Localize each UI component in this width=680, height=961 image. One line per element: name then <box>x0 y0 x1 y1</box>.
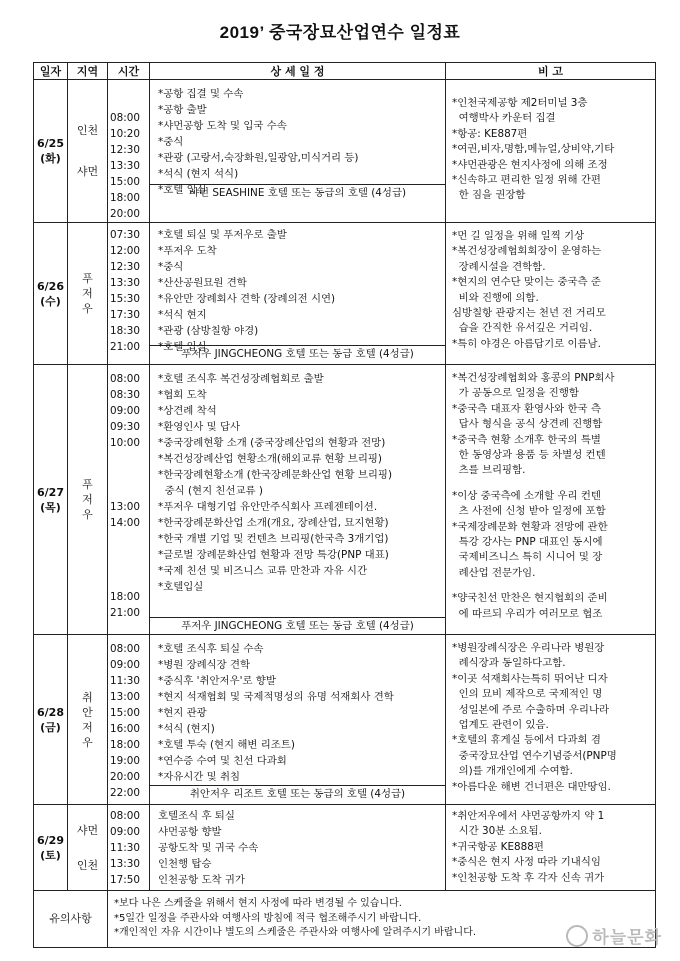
list-item: 례산업 전문가임. <box>452 566 536 579</box>
list-item: *보다 나은 스케줄을 위해서 현지 사정에 따라 변경될 수 있습니다. <box>114 898 402 909</box>
list-item: *연수증 수여 및 친선 다과회 <box>158 755 287 767</box>
list-item: *호텔 입실 <box>158 341 207 353</box>
details-cell <box>150 805 446 891</box>
watermark-logo-icon <box>566 925 588 947</box>
list-item: 09:30 <box>110 421 140 433</box>
list-item: 장례시설을 견학함. <box>452 260 546 273</box>
list-item: 20:00 <box>110 771 140 783</box>
remarks-list <box>452 86 651 204</box>
weekday-text: (토) <box>40 848 61 862</box>
list-item: *중식 <box>158 261 184 273</box>
list-item: 15:30 <box>110 293 140 305</box>
date-cell <box>34 365 68 635</box>
list-item: *항공: KE887편 <box>452 127 528 140</box>
list-item: *공항 집결 및 수속 <box>158 88 244 100</box>
list-item: 15:00 <box>110 176 140 188</box>
weekday-text: (화) <box>40 152 61 165</box>
region-char: 푸 <box>82 478 93 491</box>
list-item: 13:30 <box>110 277 140 289</box>
list-item: 08:00 <box>110 809 140 822</box>
time-cell <box>108 635 150 805</box>
list-item: 시간 30분 소요됨. <box>452 825 542 838</box>
list-item: *호텔 퇴실 및 푸저우로 출발 <box>158 229 287 241</box>
time-list <box>110 227 149 355</box>
list-item: *한국장례문화산업 소개(개요, 장례산업, 묘지현황) <box>158 517 389 529</box>
list-item: *이상 중국측에 소개할 우리 컨텐 <box>452 489 601 502</box>
list-item: 12:30 <box>110 144 140 156</box>
time-cell <box>108 365 150 635</box>
list-item: *호텔입실 <box>158 581 204 593</box>
list-item: *인천공항 도착 후 각자 신속 귀가 <box>452 871 605 884</box>
detail-list <box>150 223 445 353</box>
region-char: 우 <box>82 735 93 749</box>
header-time: 시간 <box>108 63 150 80</box>
notes-row <box>34 891 656 948</box>
list-item: 12:30 <box>110 261 140 273</box>
list-item: 한 동영상과 용품 등 차별성 컨텐 <box>452 449 606 462</box>
day-row-0625 <box>34 80 656 223</box>
list-item: *중국측 대표자 환영사와 한국 측 <box>452 402 601 415</box>
region-char: 푸 <box>82 272 93 285</box>
list-item: *글로벌 장례문화산업 현황과 전망 특강(PNP 대표) <box>158 549 389 561</box>
list-item: *특히 야경은 아름답기로 이름남. <box>452 337 601 350</box>
time-list <box>110 110 149 222</box>
region-cell <box>68 80 108 223</box>
list-item: *개인적인 자유 시간이나 별도의 스케줄은 주관사와 여행사에 알려주시기 바랍니다. <box>114 927 477 938</box>
list-item: *복건성장례협회회장이 운영하는 <box>452 245 602 258</box>
list-item: *복건성장례협회와 홍콩의 PNP회사 <box>452 372 615 384</box>
list-item: 한 짐을 권장함 <box>452 189 526 202</box>
list-item: *중식후 '취안저우'로 향발 <box>158 675 276 687</box>
list-item: *병원장례식장은 우리나라 병원장 <box>452 642 605 654</box>
list-item: 08:30 <box>110 389 140 401</box>
list-item: 중식 (현지 친선교류 ) <box>158 485 263 497</box>
details-cell <box>150 365 446 635</box>
region-cell <box>68 805 108 891</box>
list-item: 09:00 <box>110 405 140 417</box>
list-item: *현지 석재협회 및 국제적명성의 유명 석재회사 견학 <box>158 691 394 703</box>
date-text: 6/27 <box>37 485 64 499</box>
list-item: 10:20 <box>110 128 140 140</box>
date-text: 6/28 <box>37 705 64 719</box>
list-item: *국제장례문화 현황과 전망에 관한 <box>452 520 608 533</box>
time-list <box>110 589 149 621</box>
list-item: 17:50 <box>110 873 140 886</box>
region-char: 우 <box>82 302 93 315</box>
details-cell <box>150 635 446 805</box>
list-item: *현지의 연수단 맞이는 중국측 준 <box>452 276 601 289</box>
list-item: *인천국제공항 제2터미널 3층 <box>452 97 588 109</box>
weekday-text: (금) <box>40 720 61 734</box>
list-item: 09:00 <box>110 659 140 671</box>
region-cell <box>68 635 108 805</box>
list-item: *한국 개별 기업 및 컨텐츠 브리핑(한국측 3개기업) <box>158 533 389 545</box>
remarks-list <box>452 371 651 479</box>
remarks-cell <box>446 635 656 805</box>
list-item: *협회 도착 <box>158 389 207 401</box>
detail-list <box>150 365 445 617</box>
region-text <box>68 690 107 750</box>
list-item: *상견례 착석 <box>158 405 217 417</box>
list-item: 13:30 <box>110 857 140 870</box>
remarks-cell <box>446 223 656 365</box>
time-cell <box>108 223 150 365</box>
remarks-cell <box>446 365 656 635</box>
header-row <box>34 63 656 80</box>
hotel-line: 푸저우 JINGCHEONG 호텔 또는 동급 호텔 (4성급) <box>150 617 445 634</box>
list-item: *양국친선 만찬은 현지협회의 준비 <box>452 592 608 605</box>
list-item: 의)를 개개인에게 수여함. <box>452 765 573 778</box>
list-item: *푸저우 도착 <box>158 245 217 257</box>
list-item: *석식 현지 <box>158 309 207 321</box>
date-text: 6/26 <box>37 279 64 293</box>
header-region: 지역 <box>68 63 108 80</box>
list-item: *중국측 현황 소개후 한국의 특별 <box>452 433 601 446</box>
list-item: 국제비즈니스 특히 시니어 및 장 <box>452 551 603 564</box>
header-remarks: 비 고 <box>446 63 656 80</box>
list-item: *복건성장례산업 현황소개(해외교류 현황 브리핑) <box>158 453 382 465</box>
list-item: 13:30 <box>110 160 140 172</box>
list-item: 심방칠항 관광지는 천년 전 거리모 <box>452 307 606 320</box>
list-item: 답사 형식을 공식 상견례 진행함 <box>452 418 603 431</box>
weekday-text: (목) <box>40 500 61 514</box>
list-item: 여행박사 카운터 집결 <box>452 112 556 125</box>
list-item: 18:30 <box>110 325 140 337</box>
list-item: *호텔 조식후 퇴실 수속 <box>158 643 264 655</box>
watermark <box>566 923 662 949</box>
region-char: 안 <box>82 705 93 719</box>
time-cell <box>108 80 150 223</box>
list-item: 19:00 <box>110 755 140 767</box>
date-text: 6/25 <box>37 137 64 150</box>
list-item: 08:00 <box>110 643 140 655</box>
list-item: 중국장묘산업 연수기념증서(PNP명 <box>452 749 617 762</box>
list-item: *취안저우에서 샤먼공항까지 약 1 <box>452 809 605 822</box>
list-item: *신속하고 편리한 일정 위해 간편 <box>452 174 601 187</box>
list-item: *여권,비자,명함,메뉴얼,상비약,기타 <box>452 143 615 156</box>
remarks-cell <box>446 805 656 891</box>
list-item: *호텔 입실 <box>158 184 207 196</box>
list-item: 호텔조식 후 퇴실 <box>158 809 235 822</box>
schedule-table <box>33 62 656 948</box>
date-cell <box>34 805 68 891</box>
region-text: 인천 <box>76 858 99 872</box>
date-cell <box>34 635 68 805</box>
header-date: 일자 <box>34 63 68 80</box>
remarks-list <box>452 489 651 581</box>
hotel-line: 취안저우 리조트 호텔 또는 동급의 호텔 (4성급) <box>150 785 445 802</box>
list-item: 가 공동으로 일정을 진행함 <box>452 387 579 400</box>
date-cell <box>34 80 68 223</box>
list-item: 츠를 브리핑함. <box>452 464 526 477</box>
list-item: 11:30 <box>110 841 140 854</box>
list-item: *환영인사 및 답사 <box>158 421 241 433</box>
remarks-list <box>452 229 651 352</box>
list-item: *관광 (고랑서,숙장화원,일광암,미식거리 등) <box>158 152 359 164</box>
date-text: 6/29 <box>37 833 64 847</box>
list-item: 08:00 <box>110 112 140 124</box>
list-item: *샤먼공항 도착 및 입국 수속 <box>158 120 287 132</box>
remarks-cell <box>446 80 656 223</box>
time-list <box>110 641 149 801</box>
list-item: 샤먼공항 향발 <box>158 825 222 838</box>
list-item: *산산공원묘원 견학 <box>158 277 247 289</box>
list-item: 22:00 <box>110 787 140 799</box>
list-item: 인천공항 도착 귀가 <box>158 873 245 886</box>
remarks-list <box>452 641 651 795</box>
list-item: 09:00 <box>110 825 140 838</box>
list-item: 업계도 관련이 있음. <box>452 719 549 732</box>
list-item: *중국장례현황 소개 (중국장례산업의 현황과 전망) <box>158 437 386 449</box>
list-item: 21:00 <box>110 341 140 353</box>
remarks-list <box>452 591 651 622</box>
list-item: *5일간 일정을 주관사와 여행사의 방침에 적극 협조해주시기 바랍니다. <box>114 912 422 924</box>
page-title: 2019’ 중국장묘산업연수 일정표 <box>219 23 461 42</box>
list-item: 비와 진행에 의함. <box>452 291 539 304</box>
day-row-0627 <box>34 365 656 635</box>
list-item: 습을 간직한 유서깊은 거리임. <box>452 322 593 335</box>
list-item: *국제 친선 및 비즈니스 교류 만찬과 자유 시간 <box>158 565 367 577</box>
detail-list <box>150 635 445 785</box>
list-item: 14:00 <box>110 517 140 529</box>
list-item: 13:00 <box>110 691 140 703</box>
list-item: 13:00 <box>110 501 140 513</box>
region-text: 인천 <box>76 124 99 137</box>
list-item: *호텔 투숙 (현지 해변 리조트) <box>158 739 295 751</box>
details-cell <box>150 80 446 223</box>
list-item: *푸저우 대형기업 유안만주식회사 프레젠테이션. <box>158 501 378 513</box>
region-char: 취 <box>82 690 93 704</box>
details-cell <box>150 223 446 365</box>
list-item: *호텔 조식후 복건성장례협회로 출발 <box>158 373 324 385</box>
list-item: 10:00 <box>110 437 140 449</box>
region-char: 저 <box>82 493 93 506</box>
day-row-0628 <box>34 635 656 805</box>
list-item: *아름다운 해변 건너편은 대만땅임. <box>452 780 611 793</box>
region-cell <box>68 365 108 635</box>
region-text: 샤먼 <box>76 165 99 178</box>
list-item: 츠 사전에 신청 받아 일정에 포함 <box>452 505 606 518</box>
list-item: *귀국항공 KE888편 <box>452 840 544 853</box>
weekday-text: (수) <box>40 294 61 308</box>
header-details: 상 세 일 정 <box>150 63 446 80</box>
region-char: 저 <box>82 720 93 734</box>
list-item: *이곳 석재회사는특히 뛰어난 디자 <box>452 672 608 685</box>
list-item: 07:30 <box>110 229 140 241</box>
region-text <box>68 271 107 316</box>
list-item: 18:00 <box>110 739 140 751</box>
region-char: 우 <box>82 508 93 521</box>
list-item: 특강 강사는 PNP 대표인 동시에 <box>452 536 603 549</box>
list-item: *유안만 장례회사 견학 (장례의전 시연) <box>158 293 336 305</box>
time-list <box>110 371 149 451</box>
list-item: *한국장례현황소개 (한국장례문화산업 현황 브리핑) <box>158 469 392 481</box>
time-list <box>110 808 149 888</box>
list-item: *중식은 현지 사정 따라 기내식임 <box>452 856 601 869</box>
list-item: *석식 (현지 석식) <box>158 168 239 180</box>
list-item: 08:00 <box>110 373 140 385</box>
list-item: 공항도착 및 귀국 수속 <box>158 841 259 854</box>
remarks-list <box>452 809 651 886</box>
list-item: 18:00 <box>110 591 140 603</box>
hotel-line: 샤먼 SEASHINE 호텔 또는 동급의 호텔 (4성급) <box>150 184 445 201</box>
list-item: *샤먼관광은 현지사정에 의해 조정 <box>452 158 608 171</box>
list-item: *병원 장례식장 견학 <box>158 659 251 671</box>
list-item: *공항 출발 <box>158 104 207 116</box>
list-item: *관광 (삼방칠항 야경) <box>158 325 259 337</box>
list-item: 12:00 <box>110 245 140 257</box>
list-item: *먼 길 일정을 위해 일찍 기상 <box>452 230 585 242</box>
hotel-line: 푸저우 JINGCHEONG 호텔 또는 동급 호텔 (4성급) <box>150 345 445 362</box>
list-item: 21:00 <box>110 607 140 619</box>
list-item: *석식 (현지) <box>158 723 215 735</box>
list-item: 례식장과 동일하다고함. <box>452 657 566 670</box>
notes-label: 유의사항 <box>34 891 108 948</box>
list-item: *자유시간 및 취침 <box>158 771 241 783</box>
list-item: 18:00 <box>110 192 140 204</box>
list-item: 15:00 <box>110 707 140 719</box>
region-cell <box>68 223 108 365</box>
list-item: 11:30 <box>110 675 140 687</box>
list-item: 인천행 탑승 <box>158 857 212 870</box>
region-text: 샤먼 <box>76 823 99 837</box>
list-item: 17:30 <box>110 309 140 321</box>
day-row-0629 <box>34 805 656 891</box>
list-item: 성일본에 주로 수출하며 우리나라 <box>452 703 610 716</box>
list-item: *호텔의 휴게실 등에서 다과회 겸 <box>452 734 601 747</box>
region-text <box>68 477 107 522</box>
list-item: 인의 묘비 제작으로 국제적인 명 <box>452 688 603 701</box>
list-item: *중식 <box>158 136 184 148</box>
time-cell <box>108 805 150 891</box>
region-char: 저 <box>82 287 93 300</box>
list-item: 16:00 <box>110 723 140 735</box>
list-item: *현지 관광 <box>158 707 207 719</box>
list-item: 에 따르되 우리가 여러모로 협조 <box>452 607 603 620</box>
detail-list <box>150 806 445 890</box>
list-item: 20:00 <box>110 208 140 220</box>
date-cell <box>34 223 68 365</box>
time-list <box>110 499 149 531</box>
day-row-0626 <box>34 223 656 365</box>
watermark-text: 하늘문화 <box>592 928 662 948</box>
